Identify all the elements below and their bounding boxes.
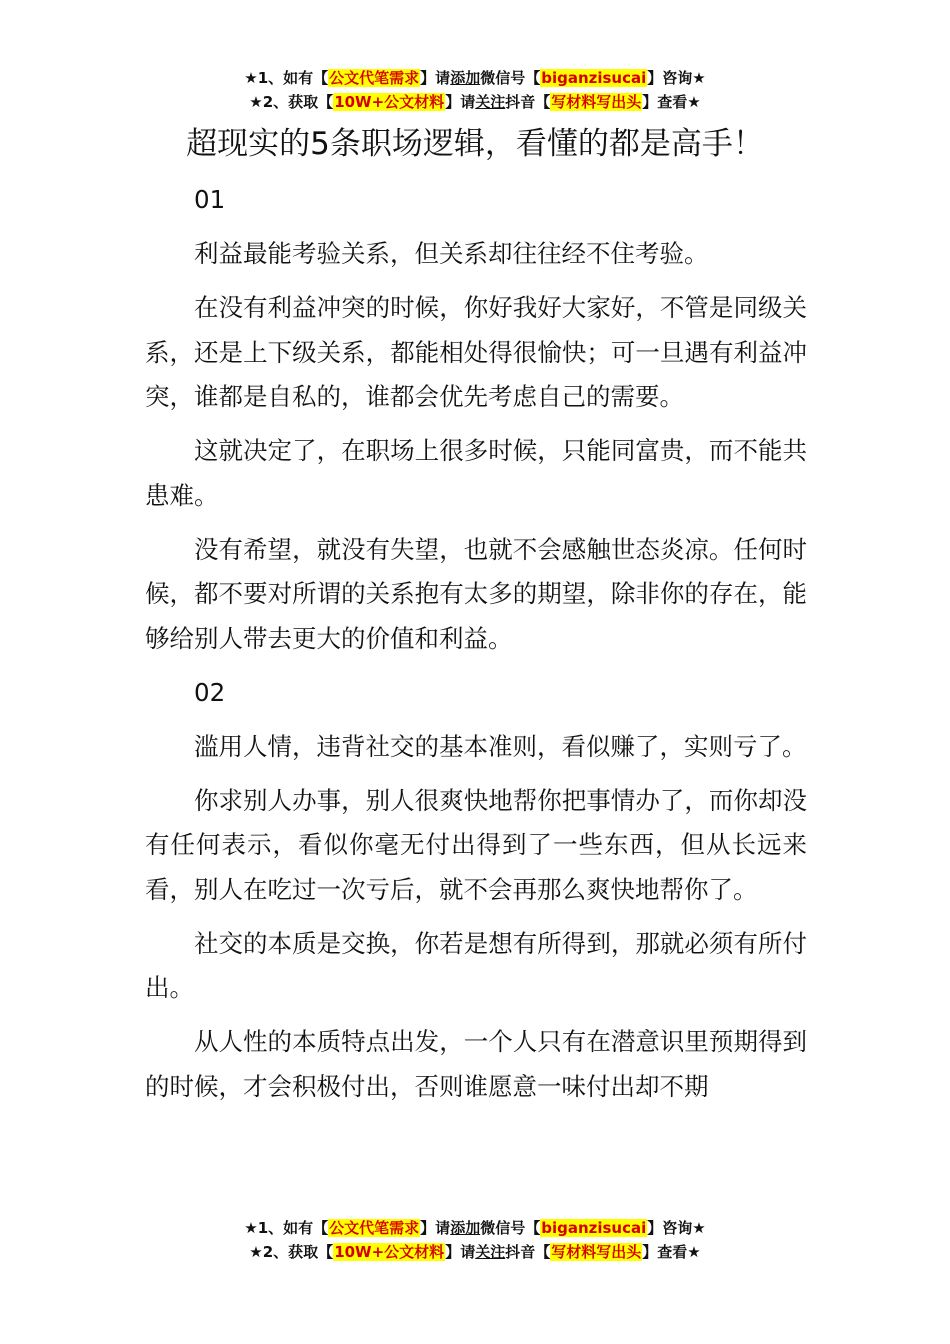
banner-highlight: 公文代笔需求	[329, 1219, 420, 1237]
banner-line-1	[0, 66, 950, 90]
paragraph: 没有希望，就没有失望，也就不会感触世态炎凉。任何时候，都不要对所谓的关系抱有太多的期望，除非你的存在，能够给别人带去更大的价值和利益。	[145, 534, 807, 653]
banner-text: 抖音【	[505, 1243, 551, 1261]
paragraph: 社交的本质是交换，你若是想有所得到，那就必须有所付出。	[145, 928, 807, 1002]
paragraph: 你求别人办事，别人很爽快地帮你把事情办了，而你却没有任何表示，看似你毫无付出得到了一些东西，但从长远来看，别人在吃过一次亏后，就不会再那么爽快地帮你了。	[145, 785, 807, 904]
banner-highlight: 公文代笔需求	[329, 69, 420, 87]
footer-banner	[0, 1216, 950, 1264]
banner-text: 抖音【	[505, 93, 551, 111]
paragraph: 在没有利益冲突的时候，你好我好大家好，不管是同级关系，还是上下级关系，都能相处得很愉快；可一旦遇有利益冲突，谁都是自私的，谁都会优先考虑自己的需要。	[145, 293, 807, 411]
section-number: 02	[194, 677, 226, 707]
paragraph: 这就决定了，在职场上很多时候，只能同富贵，而不能共患难。	[145, 436, 807, 510]
document-body	[145, 178, 807, 1198]
banner-text: 】查看★	[642, 1243, 701, 1261]
banner-highlight: 写材料写出头	[551, 93, 642, 111]
banner-text: ★2、获取【	[249, 1243, 334, 1261]
banner-underline: 关注	[475, 1243, 506, 1261]
banner-text: 】请	[420, 1219, 451, 1237]
banner-line-1	[0, 1216, 950, 1240]
banner-text: 】请	[445, 93, 476, 111]
paragraph: 滥用人情，违背社交的基本准则，看似赚了，实则亏了。	[194, 731, 807, 761]
banner-highlight: 10W+公文材料	[334, 1243, 445, 1261]
header-banner	[0, 66, 950, 114]
paragraph: 利益最能考验关系，但关系却往往经不住考验。	[194, 239, 709, 268]
banner-text: ★2、获取【	[249, 93, 334, 111]
banner-highlight: 写材料写出头	[551, 1243, 642, 1261]
banner-line-2	[0, 1240, 950, 1264]
banner-underline: 添加	[450, 1219, 481, 1237]
banner-text: 】查看★	[642, 93, 701, 111]
banner-underline: 关注	[475, 93, 506, 111]
banner-text: 】请	[420, 69, 451, 87]
banner-underline: 添加	[450, 69, 481, 87]
banner-text: 】咨询★	[647, 1219, 706, 1237]
banner-highlight: biganzisucai	[541, 1219, 647, 1237]
banner-text: 】咨询★	[647, 69, 706, 87]
document-title: 超现实的5条职场逻辑，看懂的都是高手！	[186, 126, 764, 162]
banner-text: ★1、如有【	[244, 1219, 329, 1237]
section-number: 01	[194, 185, 226, 214]
banner-text: 微信号【	[480, 1219, 541, 1237]
banner-text: ★1、如有【	[244, 69, 329, 87]
banner-highlight: biganzisucai	[541, 69, 647, 87]
banner-text: 】请	[445, 1243, 476, 1261]
banner-line-2	[0, 90, 950, 114]
banner-text: 微信号【	[480, 69, 541, 87]
paragraph: 从人性的本质特点出发，一个人只有在潜意识里预期得到的时候，才会积极付出，否则谁愿意一味付出却不期	[145, 1027, 807, 1101]
banner-highlight: 10W+公文材料	[334, 93, 445, 111]
